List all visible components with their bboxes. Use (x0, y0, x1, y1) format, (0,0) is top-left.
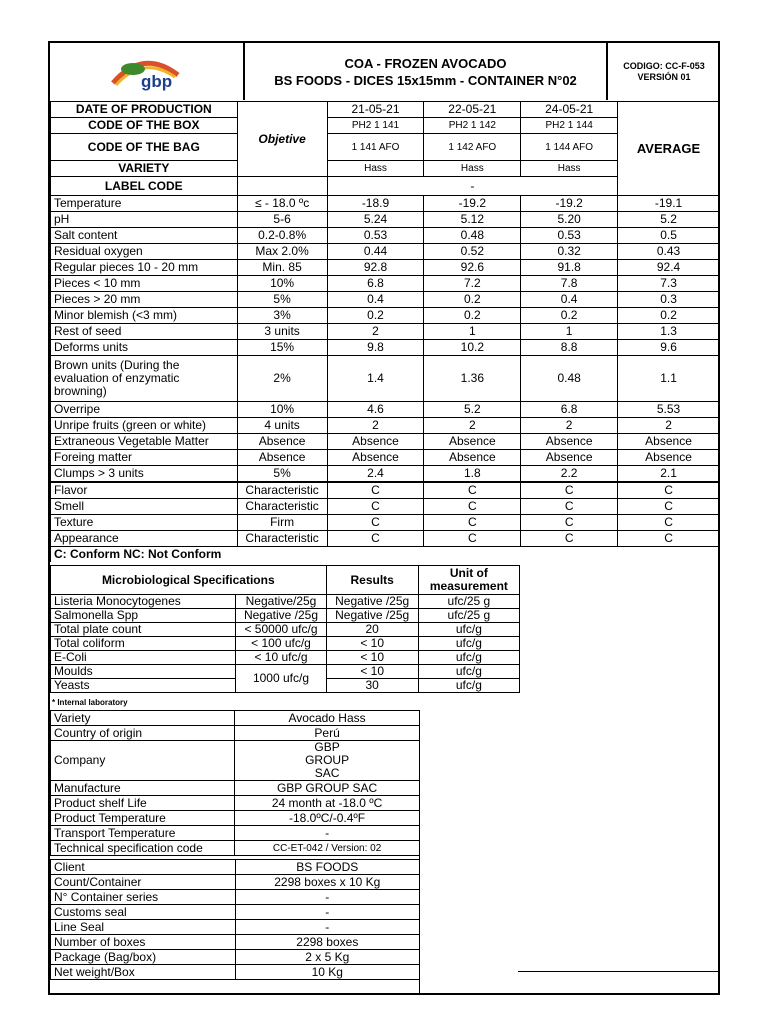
param-value: -19.2 (521, 196, 618, 212)
param-average: 5.2 (618, 212, 720, 228)
coa-document (48, 41, 720, 995)
info-rows (51, 711, 420, 856)
micro-spec: < 10 ufc/g (236, 651, 326, 665)
info-value: CC-ET-042 / Version: 02 (235, 841, 420, 856)
info-row (51, 826, 420, 841)
lot-box: PH2 1 142 (424, 118, 521, 134)
average-header: AVERAGE (618, 102, 720, 196)
param-value: 1.36 (424, 356, 521, 402)
param-average: C (618, 482, 720, 499)
param-objective: Min. 85 (237, 260, 327, 276)
param-value: C (424, 531, 521, 547)
param-value: C (521, 515, 618, 531)
param-name: Rest of seed (51, 324, 238, 340)
micro-results-header: Results (326, 566, 418, 595)
param-value: 9.8 (327, 340, 424, 356)
micro-unit: ufc/g (418, 651, 519, 665)
param-objective: Characteristic (237, 482, 327, 499)
param-value: 5.2 (424, 402, 521, 418)
parameter-row (51, 482, 720, 499)
param-value: C (424, 499, 521, 515)
shipment-rows (51, 860, 420, 980)
divider (518, 971, 720, 972)
param-average: 2 (618, 418, 720, 434)
param-value: 2.4 (327, 466, 424, 483)
micro-result: Negative /25g (326, 595, 418, 609)
version-text: VERSIÓN 01 (637, 71, 691, 82)
param-value: 0.52 (424, 244, 521, 260)
param-name: Texture (51, 515, 238, 531)
info-row (51, 781, 420, 796)
param-objective: ≤ - 18.0 ºc (237, 196, 327, 212)
param-value: 2 (424, 418, 521, 434)
param-name: Minor blemish (<3 mm) (51, 308, 238, 324)
info-value: 10 Kg (235, 965, 419, 980)
lab-note: * Internal laboratory (52, 698, 128, 707)
parameter-row (51, 340, 720, 356)
info-key: Customs seal (51, 905, 236, 920)
parameter-row (51, 276, 720, 292)
yeasts-result: 30 (326, 679, 418, 693)
micro-result: < 10 (326, 651, 418, 665)
moulds-result: < 10 (326, 665, 418, 679)
param-value: 2 (327, 418, 424, 434)
param-name: Appearance (51, 531, 238, 547)
date-label: DATE OF PRODUCTION (51, 102, 238, 118)
param-value: C (521, 499, 618, 515)
quality-table (50, 101, 720, 562)
param-value: C (327, 482, 424, 499)
lot-box: PH2 1 144 (521, 118, 618, 134)
param-objective: 5% (237, 292, 327, 308)
param-average: C (618, 531, 720, 547)
parameter-row (51, 228, 720, 244)
param-name: Pieces < 10 mm (51, 276, 238, 292)
param-value: 92.6 (424, 260, 521, 276)
param-value: 1.4 (327, 356, 424, 402)
info-row (51, 950, 420, 965)
param-value: 2 (521, 418, 618, 434)
param-objective: Absence (237, 434, 327, 450)
param-objective: 10% (237, 402, 327, 418)
info-key: Manufacture (51, 781, 235, 796)
param-objective: 3 units (237, 324, 327, 340)
parameter-rows (51, 402, 720, 483)
param-average: 0.43 (618, 244, 720, 260)
param-value: C (327, 515, 424, 531)
info-key: Country of origin (51, 726, 235, 741)
param-name: Deforms units (51, 340, 238, 356)
parameter-row (51, 292, 720, 308)
info-row (51, 935, 420, 950)
info-value: BS FOODS (235, 860, 419, 875)
param-average: 0.3 (618, 292, 720, 308)
parameter-rows (51, 196, 720, 356)
codigo-text: CODIGO: CC-F-053 (623, 60, 705, 71)
info-value: 2298 boxes (235, 935, 419, 950)
info-row (51, 875, 420, 890)
param-name: Extraneous Vegetable Matter (51, 434, 238, 450)
info-key: Product Temperature (51, 811, 235, 826)
micro-row (51, 623, 520, 637)
info-key: Client (51, 860, 236, 875)
param-value: 8.8 (521, 340, 618, 356)
param-name: Regular pieces 10 - 20 mm (51, 260, 238, 276)
moulds-yeasts-spec: 1000 ufc/g (236, 665, 326, 693)
info-row (51, 711, 420, 726)
parameter-row (51, 450, 720, 466)
param-value: 4.6 (327, 402, 424, 418)
info-key: Package (Bag/box) (51, 950, 236, 965)
info-value: Avocado Hass (235, 711, 420, 726)
param-objective: Characteristic (237, 531, 327, 547)
param-average: Absence (618, 450, 720, 466)
moulds-label: Moulds (51, 665, 236, 679)
param-value: 2 (327, 324, 424, 340)
lot-date: 21-05-21 (327, 102, 424, 118)
param-value: 0.2 (424, 292, 521, 308)
micro-name: Salmonella Spp (51, 609, 236, 623)
micro-spec-header: Microbiological Specifications (51, 566, 327, 595)
param-value: 0.2 (521, 308, 618, 324)
lot-bag: 1 142 AFO (424, 134, 521, 161)
info-row (51, 796, 420, 811)
info-value: 2 x 5 Kg (235, 950, 419, 965)
yeasts-unit: ufc/g (418, 679, 519, 693)
param-value: 5.12 (424, 212, 521, 228)
info-key: Count/Container (51, 875, 236, 890)
info-value: - (235, 905, 419, 920)
param-objective: 5% (237, 466, 327, 483)
param-value: 6.8 (327, 276, 424, 292)
label-code-label: LABEL CODE (51, 177, 238, 196)
param-objective: Characteristic (237, 499, 327, 515)
info-value: - (235, 826, 420, 841)
info-row (51, 811, 420, 826)
param-average: 0.5 (618, 228, 720, 244)
micro-row (51, 637, 520, 651)
param-value: 7.8 (521, 276, 618, 292)
parameter-row (51, 402, 720, 418)
info-row (51, 905, 420, 920)
param-name: pH (51, 212, 238, 228)
param-value: 0.48 (424, 228, 521, 244)
param-value: 92.8 (327, 260, 424, 276)
info-key: Transport Temperature (51, 826, 235, 841)
param-average: 2.1 (618, 466, 720, 483)
param-value: 91.8 (521, 260, 618, 276)
param-average: 1.3 (618, 324, 720, 340)
micro-spec: < 100 ufc/g (236, 637, 326, 651)
lot-variety: Hass (424, 161, 521, 177)
info-key: Net weight/Box (51, 965, 236, 980)
lot-variety: Hass (521, 161, 618, 177)
micro-unit-header: Unit of measurement (418, 566, 519, 595)
yeasts-label: Yeasts (51, 679, 236, 693)
param-objective: Absence (237, 450, 327, 466)
micro-name: Total plate count (51, 623, 236, 637)
info-row (51, 860, 420, 875)
info-value: -18.0ºC/-0.4ºF (235, 811, 420, 826)
micro-table (50, 565, 520, 693)
param-objective: Firm (237, 515, 327, 531)
micro-result: 20 (326, 623, 418, 637)
parameter-row (51, 244, 720, 260)
param-average: C (618, 515, 720, 531)
param-objective: 5-6 (237, 212, 327, 228)
parameter-row (51, 196, 720, 212)
divider (419, 710, 420, 995)
param-objective: 15% (237, 340, 327, 356)
gbp-logo-icon (53, 43, 233, 97)
parameter-row (51, 499, 720, 515)
param-value: C (521, 531, 618, 547)
param-value: C (327, 499, 424, 515)
info-row (51, 920, 420, 935)
info-row (51, 741, 420, 781)
info-key: Line Seal (51, 920, 236, 935)
param-name: Flavor (51, 482, 238, 499)
info-value: GBP GROUP SAC (235, 741, 420, 781)
param-value: -19.2 (424, 196, 521, 212)
objective-header: Objetive (237, 102, 327, 177)
info-key: Variety (51, 711, 235, 726)
param-value: 1.8 (424, 466, 521, 483)
parameter-row (51, 324, 720, 340)
lot-date: 24-05-21 (521, 102, 618, 118)
micro-spec: Negative/25g (236, 595, 326, 609)
param-value: 0.2 (327, 308, 424, 324)
param-average: 92.4 (618, 260, 720, 276)
param-name: Salt content (51, 228, 238, 244)
param-name: Foreing matter (51, 450, 238, 466)
param-name: Residual oxygen (51, 244, 238, 260)
micro-result: Negative /25g (326, 609, 418, 623)
info-value: GBP GROUP SAC (235, 781, 420, 796)
micro-spec: < 50000 ufc/g (236, 623, 326, 637)
micro-unit: ufc/25 g (418, 609, 519, 623)
parameter-row (51, 418, 720, 434)
param-value: 6.8 (521, 402, 618, 418)
logo-text: gbp (141, 72, 173, 91)
param-name: Temperature (51, 196, 238, 212)
sensory-rows (51, 482, 720, 547)
parameter-row (51, 212, 720, 228)
info-row (51, 726, 420, 741)
param-value: Absence (424, 434, 521, 450)
param-value: -18.9 (327, 196, 424, 212)
param-value: 7.2 (424, 276, 521, 292)
lot-bag: 1 144 AFO (521, 134, 618, 161)
param-average: 9.6 (618, 340, 720, 356)
conform-note: C: Conform NC: Not Conform (51, 547, 720, 563)
lot-box: PH2 1 141 (327, 118, 424, 134)
param-average: C (618, 499, 720, 515)
info-key: N° Container series (51, 890, 236, 905)
param-name: Smell (51, 499, 238, 515)
param-average: 5.53 (618, 402, 720, 418)
micro-unit: ufc/25 g (418, 595, 519, 609)
micro-result: < 10 (326, 637, 418, 651)
micro-spec: Negative /25g (236, 609, 326, 623)
parameter-row (51, 308, 720, 324)
micro-row (51, 595, 520, 609)
parameter-row (51, 531, 720, 547)
param-value: 2.2 (521, 466, 618, 483)
document-header (50, 43, 720, 100)
micro-row (51, 651, 520, 665)
param-objective: 2% (237, 356, 327, 402)
product-info-table (50, 710, 420, 856)
lot-bag: 1 141 AFO (327, 134, 424, 161)
param-value: Absence (327, 450, 424, 466)
info-value: - (235, 890, 419, 905)
param-objective: 4 units (237, 418, 327, 434)
info-value: 2298 boxes x 10 Kg (235, 875, 419, 890)
document-code (607, 43, 720, 100)
label-code-value: - (327, 177, 617, 196)
param-value: 0.32 (521, 244, 618, 260)
param-name: Clumps > 3 units (51, 466, 238, 483)
param-objective: 3% (237, 308, 327, 324)
param-average: Absence (618, 434, 720, 450)
info-row (51, 965, 420, 980)
param-average: 1.1 (618, 356, 720, 402)
param-value: C (327, 531, 424, 547)
param-value: 0.48 (521, 356, 618, 402)
bag-label: CODE OF THE BAG (51, 134, 238, 161)
param-name: Unripe fruits (green or white) (51, 418, 238, 434)
param-name: Overripe (51, 402, 238, 418)
shipment-info-table (50, 859, 420, 980)
lot-variety: Hass (327, 161, 424, 177)
parameter-row (51, 260, 720, 276)
moulds-unit: ufc/g (418, 665, 519, 679)
param-name: Brown units (During the evaluation of enzymatic browning) (51, 356, 238, 402)
parameter-row (51, 434, 720, 450)
logo-cell (50, 43, 244, 100)
param-value: 10.2 (424, 340, 521, 356)
micro-unit: ufc/g (418, 623, 519, 637)
param-average: 7.3 (618, 276, 720, 292)
document-subtitle: BS FOODS - DICES 15x15mm - CONTAINER N°02 (274, 72, 577, 88)
param-value: 0.4 (521, 292, 618, 308)
micro-name: Listeria Monocytogenes (51, 595, 236, 609)
lot-date: 22-05-21 (424, 102, 521, 118)
micro-name: Total coliform (51, 637, 236, 651)
info-value: Perú (235, 726, 420, 741)
param-objective: Max 2.0% (237, 244, 327, 260)
micro-name: E-Coli (51, 651, 236, 665)
info-row (51, 841, 420, 856)
param-value: 0.53 (521, 228, 618, 244)
param-value: Absence (424, 450, 521, 466)
info-key: Number of boxes (51, 935, 236, 950)
info-row (51, 890, 420, 905)
param-value: 0.44 (327, 244, 424, 260)
parameter-row (51, 515, 720, 531)
info-key: Company (51, 741, 235, 781)
box-label: CODE OF THE BOX (51, 118, 238, 134)
param-value: 0.53 (327, 228, 424, 244)
objective-empty (237, 177, 327, 196)
info-key: Product shelf Life (51, 796, 235, 811)
param-average: -19.1 (618, 196, 720, 212)
param-value: 5.24 (327, 212, 424, 228)
param-average: 0.2 (618, 308, 720, 324)
param-name: Pieces > 20 mm (51, 292, 238, 308)
param-value: 1 (521, 324, 618, 340)
info-value: 24 month at -18.0 ºC (235, 796, 420, 811)
param-objective: 0.2-0.8% (237, 228, 327, 244)
param-value: 5.20 (521, 212, 618, 228)
micro-rows (51, 595, 520, 665)
micro-unit: ufc/g (418, 637, 519, 651)
info-key: Technical specification code (51, 841, 235, 856)
info-value: - (235, 920, 419, 935)
param-value: Absence (521, 450, 618, 466)
document-title: COA - FROZEN AVOCADO (344, 55, 507, 71)
param-value: Absence (327, 434, 424, 450)
variety-label: VARIETY (51, 161, 238, 177)
param-value: C (424, 515, 521, 531)
param-value: Absence (521, 434, 618, 450)
param-value: 1 (424, 324, 521, 340)
param-objective: 10% (237, 276, 327, 292)
param-value: C (521, 482, 618, 499)
parameter-row (51, 466, 720, 483)
param-value: 0.4 (327, 292, 424, 308)
param-value: C (424, 482, 521, 499)
micro-row (51, 609, 520, 623)
param-value: 0.2 (424, 308, 521, 324)
header-titles (244, 43, 607, 100)
